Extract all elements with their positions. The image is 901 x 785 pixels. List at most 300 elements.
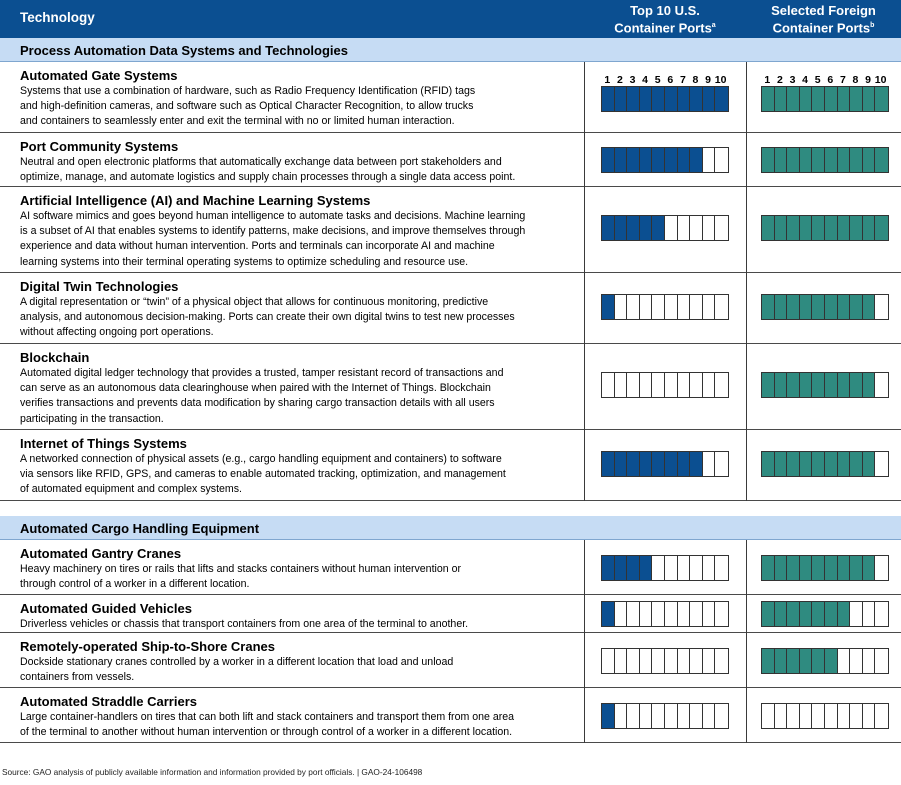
header-technology: Technology <box>20 10 95 25</box>
fr-port-cell <box>812 295 825 319</box>
us-port-cell <box>615 452 628 476</box>
column-divider <box>584 273 585 344</box>
scale-number: 1 <box>604 74 611 86</box>
fr-port-cell <box>762 556 775 580</box>
us-port-cell <box>627 602 640 626</box>
fr-port-cell <box>863 649 876 673</box>
foreign-adoption-bar <box>761 601 889 627</box>
scale-number: 5 <box>814 74 821 86</box>
us-port-cell <box>703 295 716 319</box>
us-port-cell <box>715 602 728 626</box>
us-port-cell <box>665 373 678 397</box>
us-scale-numbers <box>601 74 727 86</box>
fr-port-cell <box>812 87 825 111</box>
row-title: Port Community Systems <box>20 139 179 154</box>
header-foreign-ports <box>746 3 901 35</box>
header-us-line2: Container Ports <box>614 20 712 36</box>
fr-port-cell <box>812 216 825 240</box>
column-divider <box>584 62 585 133</box>
us-port-cell <box>640 602 653 626</box>
scale-number: 3 <box>789 74 796 86</box>
row-title: Digital Twin Technologies <box>20 279 179 294</box>
us-port-cell <box>665 216 678 240</box>
section-title: Process Automation Data Systems and Technologies <box>20 43 348 58</box>
fr-port-cell <box>850 373 863 397</box>
section-header <box>0 38 901 62</box>
us-port-cell <box>678 373 691 397</box>
row-text <box>20 139 580 185</box>
us-port-cell <box>665 649 678 673</box>
row-description-line: Heavy machinery on tires or rails that lifts and stacks containers without human intervention or <box>20 563 462 575</box>
table-row <box>0 430 901 501</box>
us-port-cell <box>678 704 691 728</box>
fr-port-cell <box>775 649 788 673</box>
us-port-cell <box>627 216 640 240</box>
us-port-cell <box>678 87 691 111</box>
scale-number: 7 <box>839 74 846 86</box>
fr-port-cell <box>775 602 788 626</box>
us-port-cell <box>640 216 653 240</box>
scale-number: 10 <box>874 74 887 86</box>
us-port-cell <box>715 452 728 476</box>
us-port-cell <box>640 704 653 728</box>
us-port-cell <box>703 602 716 626</box>
us-port-cell <box>715 216 728 240</box>
fr-port-cell <box>863 148 876 172</box>
fr-port-cell <box>838 373 851 397</box>
fr-port-cell <box>863 704 876 728</box>
fr-port-cell <box>812 602 825 626</box>
us-port-cell <box>602 87 615 111</box>
scale-number: 10 <box>714 74 727 86</box>
scale-number: 3 <box>629 74 636 86</box>
row-description-line: A digital representation or “twin” of a physical object that allows for continuous monitoring, predictive <box>20 296 489 308</box>
foreign-adoption-bar <box>761 86 889 112</box>
us-port-cell <box>703 148 716 172</box>
header-foreign-line1: Selected Foreign <box>771 3 876 18</box>
fr-port-cell <box>825 87 838 111</box>
fr-port-cell <box>762 649 775 673</box>
fr-port-cell <box>800 452 813 476</box>
fr-port-cell <box>838 649 851 673</box>
fr-port-cell <box>762 373 775 397</box>
fr-port-cell <box>800 649 813 673</box>
fr-port-cell <box>787 556 800 580</box>
scale-number: 9 <box>865 74 871 86</box>
table-row <box>0 688 901 743</box>
row-description-line: participating in the transaction. <box>20 412 164 425</box>
us-port-cell <box>690 87 703 111</box>
us-port-cell <box>627 649 640 673</box>
scale-number: 8 <box>692 74 699 86</box>
row-text <box>20 436 580 498</box>
column-divider <box>746 595 747 633</box>
us-port-cell <box>665 556 678 580</box>
us-port-cell <box>627 373 640 397</box>
column-divider <box>746 540 747 595</box>
us-adoption-bar <box>601 372 729 398</box>
us-port-cell <box>602 216 615 240</box>
us-port-cell <box>627 556 640 580</box>
fr-port-cell <box>775 216 788 240</box>
fr-port-cell <box>850 216 863 240</box>
fr-port-cell <box>762 148 775 172</box>
fr-port-cell <box>863 373 876 397</box>
row-description-line: Neutral and open electronic platforms that automatically exchange data between port stakeholders and <box>20 156 502 168</box>
row-description-line: containers from vessels. <box>20 671 135 684</box>
fr-port-cell <box>762 87 775 111</box>
header-foreign-line2: Container Ports <box>772 20 871 36</box>
us-port-cell <box>690 452 703 476</box>
column-divider <box>584 344 585 430</box>
row-description-line: via sensors like RFID, GPS, and cameras to enable automated tracking, optimization, and management <box>20 468 506 481</box>
fr-port-cell <box>775 556 788 580</box>
fr-port-cell <box>787 704 800 728</box>
us-port-cell <box>715 295 728 319</box>
row-title: Automated Guided Vehicles <box>20 601 192 616</box>
us-adoption-bar <box>601 703 729 729</box>
row-description-line: A networked connection of physical assets (e.g., cargo handling equipment and containers) to software <box>20 453 502 465</box>
column-divider <box>746 633 747 688</box>
row-description-line: Large container-handlers on tires that can both lift and stack containers and transport them from one area <box>20 711 515 723</box>
fr-port-cell <box>800 373 813 397</box>
row-text <box>20 350 580 427</box>
us-port-cell <box>690 649 703 673</box>
table-row <box>0 595 901 633</box>
us-adoption-bar <box>601 555 729 581</box>
row-title: Artificial Intelligence (AI) and Machine Learning Systems <box>20 193 371 208</box>
us-port-cell <box>602 373 615 397</box>
fr-port-cell <box>825 148 838 172</box>
table-row <box>0 273 901 344</box>
fr-port-cell <box>825 373 838 397</box>
us-port-cell <box>690 295 703 319</box>
fr-port-cell <box>787 87 800 111</box>
fr-port-cell <box>875 649 888 673</box>
fr-port-cell <box>838 295 851 319</box>
us-port-cell <box>602 649 615 673</box>
fr-port-cell <box>850 704 863 728</box>
row-description-line: verifies transactions and prevents data modification by sharing cargo transaction details with all users <box>20 397 495 410</box>
us-port-cell <box>615 148 628 172</box>
row-description-line: Driverless vehicles or chassis that transport containers from one area of the terminal to another. <box>20 618 469 630</box>
fr-port-cell <box>825 649 838 673</box>
us-port-cell <box>602 556 615 580</box>
fr-port-cell <box>775 295 788 319</box>
fr-port-cell <box>800 216 813 240</box>
fr-port-cell <box>812 704 825 728</box>
us-port-cell <box>640 373 653 397</box>
fr-port-cell <box>863 452 876 476</box>
fr-port-cell <box>875 373 888 397</box>
fr-port-cell <box>850 295 863 319</box>
table-row <box>0 62 901 133</box>
scale-number: 9 <box>705 74 711 86</box>
us-port-cell <box>627 704 640 728</box>
row-description-line: can serve as an autonomous data clearinghouse when paired with the Internet of Things. Blockchain <box>20 382 491 395</box>
us-port-cell <box>715 148 728 172</box>
fr-port-cell <box>825 556 838 580</box>
fr-port-cell <box>800 87 813 111</box>
header-us-note: a <box>711 22 716 29</box>
row-description-line: learning systems into their terminal operating systems to optimize scheduling and resource use. <box>20 255 469 268</box>
fr-port-cell <box>850 602 863 626</box>
fr-port-cell <box>850 87 863 111</box>
us-port-cell <box>690 216 703 240</box>
column-divider <box>746 133 747 187</box>
row-text <box>20 279 580 341</box>
us-port-cell <box>652 373 665 397</box>
fr-port-cell <box>800 148 813 172</box>
column-divider <box>746 344 747 430</box>
row-description-line: and containers to seamlessly enter and exit the terminal with no or limited human interaction. <box>20 115 455 128</box>
us-port-cell <box>640 295 653 319</box>
us-port-cell <box>602 295 615 319</box>
us-port-cell <box>627 87 640 111</box>
us-port-cell <box>703 373 716 397</box>
fr-port-cell <box>825 602 838 626</box>
fr-port-cell <box>875 452 888 476</box>
us-port-cell <box>715 87 728 111</box>
us-port-cell <box>690 704 703 728</box>
column-divider <box>584 633 585 688</box>
header-foreign-note: b <box>870 22 875 29</box>
fr-port-cell <box>863 556 876 580</box>
us-adoption-bar <box>601 86 729 112</box>
us-port-cell <box>690 373 703 397</box>
foreign-adoption-bar <box>761 555 889 581</box>
us-port-cell <box>665 602 678 626</box>
us-port-cell <box>703 649 716 673</box>
fr-port-cell <box>800 704 813 728</box>
row-description-line: and high-definition cameras, and software such as Optical Character Recognition, to allow trucks <box>20 100 474 113</box>
scale-number: 4 <box>802 74 808 86</box>
scale-number: 2 <box>616 74 623 86</box>
fr-port-cell <box>800 602 813 626</box>
us-adoption-bar <box>601 215 729 241</box>
fr-port-cell <box>787 148 800 172</box>
table-row <box>0 633 901 688</box>
column-divider <box>746 430 747 501</box>
us-port-cell <box>615 556 628 580</box>
us-port-cell <box>703 87 716 111</box>
fr-port-cell <box>838 452 851 476</box>
us-port-cell <box>602 452 615 476</box>
us-port-cell <box>615 602 628 626</box>
fr-port-cell <box>825 216 838 240</box>
row-text <box>20 601 580 632</box>
fr-port-cell <box>762 704 775 728</box>
source-note: Source: GAO analysis of publicly available information and information provided by port officials. | GAO-24-106498 <box>2 767 423 777</box>
us-port-cell <box>652 649 665 673</box>
column-divider <box>746 187 747 273</box>
foreign-adoption-bar <box>761 294 889 320</box>
us-port-cell <box>665 87 678 111</box>
us-port-cell <box>678 216 691 240</box>
fr-port-cell <box>812 373 825 397</box>
row-description-line: experience and data without human intervention. Ports and terminals can incorporate AI and machine <box>20 240 495 253</box>
row-title: Automated Gantry Cranes <box>20 546 182 561</box>
us-adoption-bar <box>601 147 729 173</box>
us-adoption-bar <box>601 294 729 320</box>
fr-port-cell <box>875 602 888 626</box>
row-text <box>20 639 580 685</box>
us-port-cell <box>690 602 703 626</box>
us-port-cell <box>627 295 640 319</box>
us-port-cell <box>640 87 653 111</box>
column-divider <box>584 133 585 187</box>
fr-port-cell <box>850 556 863 580</box>
table-header <box>0 0 901 38</box>
us-port-cell <box>615 87 628 111</box>
fr-port-cell <box>875 295 888 319</box>
row-title: Blockchain <box>20 350 90 365</box>
us-port-cell <box>615 216 628 240</box>
row-description-line: of automated equipment and complex systems. <box>20 483 242 496</box>
column-divider <box>746 688 747 743</box>
fr-port-cell <box>800 556 813 580</box>
row-description-line: Systems that use a combination of hardware, such as Radio Frequency Identification (RFID) tags <box>20 85 476 97</box>
fr-port-cell <box>762 216 775 240</box>
column-divider <box>584 430 585 501</box>
us-port-cell <box>715 649 728 673</box>
fr-port-cell <box>787 649 800 673</box>
header-us-line1: Top 10 U.S. <box>630 3 700 18</box>
table-row <box>0 344 901 430</box>
column-divider <box>746 273 747 344</box>
fr-port-cell <box>863 295 876 319</box>
fr-port-cell <box>875 148 888 172</box>
fr-port-cell <box>800 295 813 319</box>
us-port-cell <box>652 602 665 626</box>
us-port-cell <box>602 148 615 172</box>
fr-port-cell <box>875 556 888 580</box>
us-port-cell <box>703 556 716 580</box>
column-divider <box>584 540 585 595</box>
foreign-adoption-bar <box>761 215 889 241</box>
us-port-cell <box>615 649 628 673</box>
us-port-cell <box>715 556 728 580</box>
fr-port-cell <box>775 704 788 728</box>
fr-port-cell <box>787 295 800 319</box>
us-port-cell <box>665 452 678 476</box>
fr-port-cell <box>762 452 775 476</box>
row-description-line: of the terminal to another without human intervention or through control of a worker in a different location. <box>20 726 513 739</box>
us-port-cell <box>690 556 703 580</box>
row-text <box>20 68 580 130</box>
column-divider <box>584 595 585 633</box>
us-port-cell <box>602 602 615 626</box>
scale-number: 5 <box>654 74 661 86</box>
us-port-cell <box>678 148 691 172</box>
fr-port-cell <box>875 704 888 728</box>
fr-port-cell <box>812 556 825 580</box>
row-title: Automated Straddle Carriers <box>20 694 197 709</box>
us-port-cell <box>690 148 703 172</box>
us-port-cell <box>678 649 691 673</box>
fr-port-cell <box>875 87 888 111</box>
us-port-cell <box>602 704 615 728</box>
column-divider <box>584 688 585 743</box>
us-adoption-bar <box>601 648 729 674</box>
us-adoption-bar <box>601 601 729 627</box>
scale-number: 1 <box>764 74 771 86</box>
us-port-cell <box>665 704 678 728</box>
us-port-cell <box>678 295 691 319</box>
scale-number: 6 <box>667 74 674 86</box>
fr-port-cell <box>787 216 800 240</box>
us-port-cell <box>715 373 728 397</box>
fr-port-cell <box>838 148 851 172</box>
foreign-adoption-bar <box>761 648 889 674</box>
us-port-cell <box>615 373 628 397</box>
us-port-cell <box>652 556 665 580</box>
us-port-cell <box>652 148 665 172</box>
fr-port-cell <box>812 452 825 476</box>
row-description-line: optimize, manage, and automate logistics and supply chain processes through a single data access point. <box>20 171 516 184</box>
column-divider <box>746 62 747 133</box>
us-port-cell <box>652 87 665 111</box>
us-port-cell <box>652 452 665 476</box>
scale-number: 7 <box>679 74 686 86</box>
fr-port-cell <box>825 452 838 476</box>
us-port-cell <box>652 704 665 728</box>
fr-port-cell <box>850 148 863 172</box>
row-description-line: without affecting ongoing port operations. <box>20 326 214 339</box>
row-description-line: through control of a worker in a different location. <box>20 578 250 591</box>
row-text <box>20 694 580 740</box>
us-port-cell <box>703 216 716 240</box>
section-header <box>0 516 901 540</box>
us-port-cell <box>640 556 653 580</box>
us-port-cell <box>665 148 678 172</box>
row-title: Remotely-operated Ship-to-Shore Cranes <box>20 639 275 654</box>
fr-port-cell <box>825 704 838 728</box>
fr-port-cell <box>825 295 838 319</box>
us-port-cell <box>640 148 653 172</box>
us-port-cell <box>652 216 665 240</box>
fr-port-cell <box>838 602 851 626</box>
us-port-cell <box>627 452 640 476</box>
us-port-cell <box>678 602 691 626</box>
us-port-cell <box>715 704 728 728</box>
row-title: Automated Gate Systems <box>20 68 178 83</box>
foreign-adoption-bar <box>761 372 889 398</box>
row-text <box>20 193 580 270</box>
us-port-cell <box>665 295 678 319</box>
foreign-scale-numbers <box>761 74 887 86</box>
fr-port-cell <box>787 602 800 626</box>
us-port-cell <box>678 452 691 476</box>
fr-port-cell <box>863 87 876 111</box>
us-port-cell <box>615 704 628 728</box>
fr-port-cell <box>812 148 825 172</box>
us-port-cell <box>640 649 653 673</box>
scale-number: 6 <box>827 74 834 86</box>
us-port-cell <box>640 452 653 476</box>
fr-port-cell <box>863 216 876 240</box>
section-title: Automated Cargo Handling Equipment <box>20 521 260 536</box>
foreign-adoption-bar <box>761 703 889 729</box>
fr-port-cell <box>762 602 775 626</box>
fr-port-cell <box>838 556 851 580</box>
us-port-cell <box>678 556 691 580</box>
scale-number: 8 <box>852 74 859 86</box>
fr-port-cell <box>775 373 788 397</box>
fr-port-cell <box>875 216 888 240</box>
table-row <box>0 187 901 273</box>
scale-number: 4 <box>642 74 648 86</box>
